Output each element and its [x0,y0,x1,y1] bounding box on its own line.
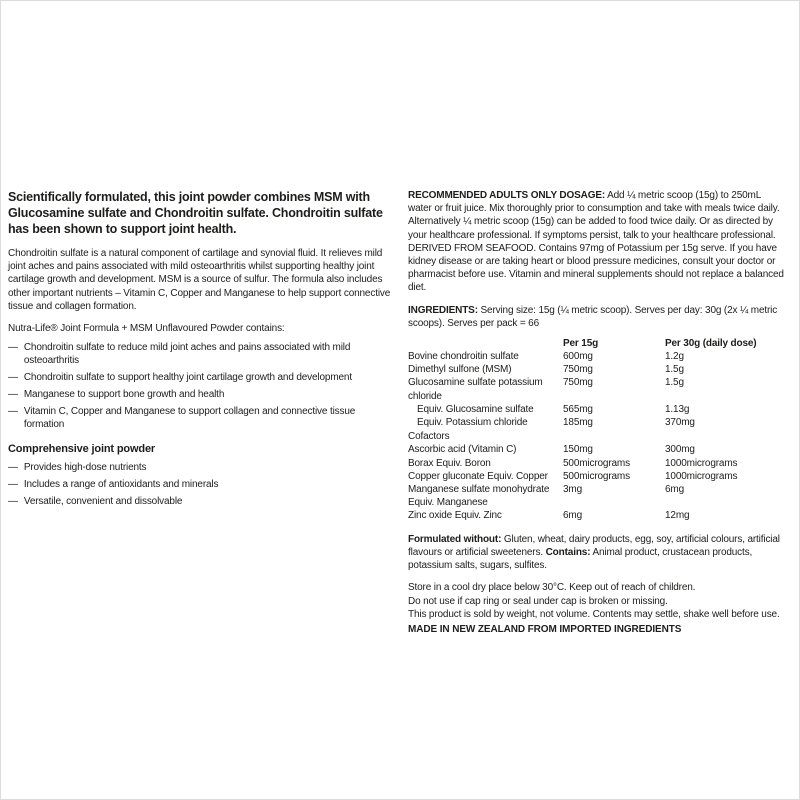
table-header-row [408,337,787,350]
storage-line [408,608,787,622]
ingredients-table [408,337,787,523]
ingredient-per15: 6mg [563,510,583,522]
ingredient-per30: 1.5g [665,364,684,376]
ingredient-per30: 1.5g [665,377,684,389]
ingredient-per30: 1.13g [665,403,690,415]
contains-intro: Nutra-Life® Joint Formula + MSM Unflavoured Powder contains: [8,322,285,334]
list-item-text: — Versatile, convenient and dissolvable [23,496,183,508]
made-in-statement: MADE IN NEW ZEALAND FROM IMPORTED INGREDIENTS [408,623,682,635]
storage-line-text: This product is sold by weight, not volume. Contents may settle, shake well before use. [408,609,780,621]
ingredients-text: Serving size: 15g (¼ metric scoop). Serves per day: 30g (2x ¼ metric scoops). Serves per pack = 66 [408,304,778,329]
table-row [408,350,787,363]
list-item-text: — Includes a range of antioxidants and minerals [23,479,219,491]
list-item [8,495,392,508]
ingredient-name: Cofactors [408,431,450,443]
list-item [8,478,392,491]
formulated-label: Formulated without: [408,533,502,545]
formulated-paragraph [408,533,787,573]
left-column [8,189,392,799]
table-row [408,403,787,416]
list-item-text: — Vitamin C, Copper and Manganese to support collagen and connective tissue formation [23,406,356,431]
table-row [408,483,787,509]
list-item-text: — Provides high-dose nutrients [23,462,147,474]
list-item [8,371,392,384]
ingredient-per15: 500micrograms [563,457,630,469]
storage-line-text: Do not use if cap ring or seal under cap is broken or missing. [408,595,668,607]
ingredient-per30: 12mg [665,510,690,522]
ingredient-name: Bovine chondroitin sulfate [408,351,519,363]
dosage-text: Add ¼ metric scoop (15g) to 250mL water or fruit juice. Mix thoroughly prior to consumption and take with meals twice daily. Alternatively ¼ metric scoop (15g) can be added to food twice daily. Or as directed by your healthcare professional. If symptoms persist, talk to your healthcare professional. DERIVED FROM SEAFOOD. Contains 97mg of Potassium per 15g serve. If you have kidney disease or are taking heart or blood pressure medicines, consult your doctor or pharmacist before use. Vitamin and mineral supplements should not replace a balanced diet. [408,190,784,294]
ingredient-name: Equiv. Potassium chloride [417,417,528,428]
ingredient-per15: 3mg [563,483,583,495]
ingredient-per15: 565mg [563,403,593,415]
ingredient-per30: 1000micrograms [665,457,738,469]
dosage-label: RECOMMENDED ADULTS ONLY DOSAGE: [408,190,606,201]
storage-lines [408,581,787,622]
storage-line [408,595,787,609]
list-item [8,461,392,474]
ingredient-per30 [665,430,787,443]
table-row [408,509,787,522]
table-header-blank [408,337,559,350]
ingredient-name: Glucosamine sulfate potassium chloride [408,377,543,402]
ingredient-per15: 600mg [563,351,593,363]
intro-paragraph: Chondroitin sulfate is a natural component of cartilage and synovial fluid. It relieves mild joint aches and pains associated with mild osteoarthritis whilst supporting healthy joint cartilage growth and development. MSM is a source of sulfur. The formula also includes other important nutrients – Vitamin C, Copper and Manganese to help support connective tissue and collagen formation. [8,248,391,312]
right-column [408,189,787,799]
benefits-list [8,461,392,508]
list-item-text: — Manganese to support bone growth and health [23,389,225,401]
headline: Scientifically formulated, this joint powder combines MSM with Glucosamine sulfate and Chondroitin sulfate. Chondroitin sulfate has been shown to support joint health. [8,190,383,236]
ingredient-name: Ascorbic acid (Vitamin C) [408,444,517,456]
table-row [408,470,787,483]
storage-line-text: Store in a cool dry place below 30°C. Keep out of reach of children. [408,582,696,594]
table-header-per15: Per 15g [563,337,599,349]
ingredient-name: Zinc oxide Equiv. Zinc [408,510,502,522]
ingredient-name: Borax Equiv. Boron [408,457,491,469]
table-row [408,376,787,402]
list-item [8,388,392,401]
contains-list [8,341,392,431]
table-row [408,416,787,429]
ingredient-per15: 185mg [563,417,593,428]
allergen-contains-text: Animal product, crustacean products, potassium salts, sugars, sulfites. [408,546,753,571]
dosage-paragraph [408,189,787,295]
ingredients-label: INGREDIENTS: [408,304,478,316]
ingredient-per15: 150mg [563,444,593,456]
table-row [408,443,787,456]
ingredient-per15: 750mg [563,364,593,376]
list-item-text: — Chondroitin sulfate to support healthy joint cartilage growth and development [23,372,352,384]
ingredient-per15: 500micrograms [563,470,630,482]
table-row [408,363,787,376]
table-row [408,457,787,470]
ingredient-name: Manganese sulfate monohydrate Equiv. Manganese [408,483,550,509]
table-header-per30: Per 30g (daily dose) [665,337,757,349]
ingredient-per30: 1.2g [665,351,684,363]
ingredient-per30: 370mg [665,417,695,428]
ingredient-per15 [563,430,661,443]
list-item-text: — Chondroitin sulfate to reduce mild joint aches and pains associated with mild osteoarthritis [23,342,351,367]
list-item [8,341,392,367]
ingredients-paragraph [408,304,787,330]
benefits-subhead: Comprehensive joint powder [8,443,156,456]
ingredient-name: Dimethyl sulfone (MSM) [408,364,512,376]
ingredient-per30: 1000micrograms [665,470,738,482]
ingredient-per15: 750mg [563,377,593,389]
ingredient-per30: 300mg [665,444,695,456]
ingredient-name: Copper gluconate Equiv. Copper [408,470,548,482]
table-body [408,350,787,522]
list-item [8,405,392,431]
ingredient-name: Equiv. Glucosamine sulfate [417,403,534,415]
storage-line [408,581,787,595]
table-row [408,430,787,443]
allergen-contains-label: Contains: [545,546,591,558]
ingredient-per30: 6mg [665,483,685,495]
formulated-text: Gluten, wheat, dairy products, egg, soy, artificial colours, artificial flavours or artificial sweeteners. [408,533,780,558]
